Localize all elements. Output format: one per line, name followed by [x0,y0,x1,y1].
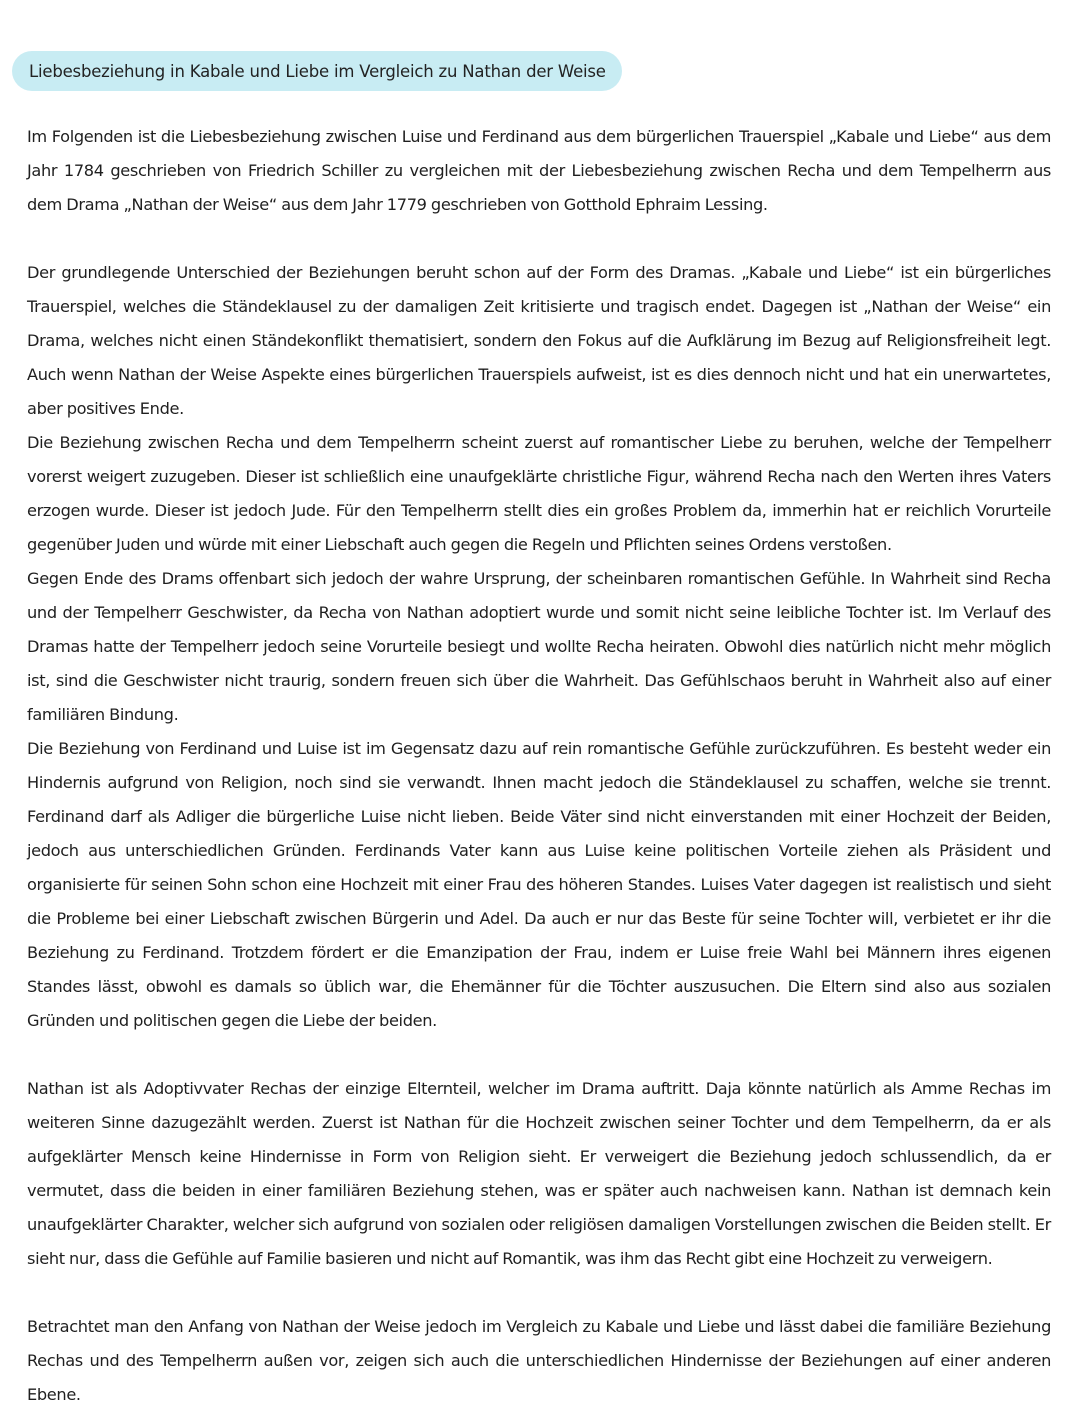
document-body [27,120,1051,1412]
paragraph-form: Der grundlegende Unterschied der Beziehungen beruht schon auf der Form des Dramas. „Kabale und Liebe“ ist ein bürgerliches Trauerspiel, welches die Ständeklausel zu der damaligen Zeit kritisierte und tragisch endet. Dagegen ist „Nathan der Weise“ ein Drama, welches nicht einen Ständekonflikt thematisiert, sondern den Fokus auf die Aufklärung im Bezug auf Religionsfreiheit legt. Auch wenn Nathan der Weise Aspekte eines bürgerlichen Trauerspiels aufweist, ist es dies dennoch nicht und hat ein unerwartetes, aber positives Ende. [27,263,1051,418]
paragraph-recha-tempelherr: Die Beziehung zwischen Recha und dem Tempelherrn scheint zuerst auf romantischer Liebe zu beruhen, welche der Tempelherr vorerst weigert zuzugeben. Dieser ist schließlich eine unaufgeklärte christliche Figur, während Recha nach den Werten ihres Vaters erzogen wurde. Dieser ist jedoch Jude. Für den Tempelherrn stellt dies ein großes Problem da, immerhin hat er reichlich Vorurteile gegenüber Juden und würde mit einer Liebschaft auch gegen die Regeln und Pflichten seines Ordens verstoßen. [27,433,1051,554]
paragraph-spacer [27,1276,1051,1310]
paragraph-siblings: Gegen Ende des Drams offenbart sich jedoch der wahre Ursprung, der scheinbaren romantischen Gefühle. In Wahrheit sind Recha und der Tempelherr Geschwister, da Recha von Nathan adoptiert wurde und somit nicht seine leibliche Tochter ist. Im Verlauf des Dramas hatte der Tempelherr jedoch seine Vorurteile besiegt und wollte Recha heiraten. Obwohl dies natürlich nicht mehr möglich ist, sind die Geschwister nicht traurig, sondern freuen sich über die Wahrheit. Das Gefühlschaos beruht in Wahrheit also auf einer familiären Bindung. [27,569,1051,724]
title-highlight [12,51,622,91]
paragraph-ferdinand-luise: Die Beziehung von Ferdinand und Luise ist im Gegensatz dazu auf rein romantische Gefühle zurückzuführen. Es besteht weder ein Hindernis aufgrund von Religion, noch sind sie verwandt. Ihnen macht jedoch die Ständeklausel zu schaffen, welche sie trennt. Ferdinand darf als Adliger die bürgerliche Luise nicht lieben. Beide Väter sind nicht einverstanden mit einer Hochzeit der Beiden, jedoch aus unterschiedlichen Gründen. Ferdinands Vater kann aus Luise keine politischen Vorteile ziehen als Präsident und organisierte für seinen Sohn schon eine Hochzeit mit einer Frau des höheren Standes. Luises Vater dagegen ist realistisch und sieht die Probleme bei einer Liebschaft zwischen Bürgerin und Adel. Da auch er nur das Beste für seine Tochter will, verbietet er ihr die Beziehung zu Ferdinand. Trotzdem fördert er die Emanzipation der Frau, indem er Luise freie Wahl bei Männern ihres eigenen Standes lässt, obwohl es damals so üblich war, die Ehemänner für die Töchter auszusuchen. Die Eltern sind also aus sozialen Gründen und politischen gegen die Liebe der beiden. [27,739,1051,1030]
document-title: Liebesbeziehung in Kabale und Liebe im Vergleich zu Nathan der Weise [29,61,606,81]
paragraph-spacer [27,1038,1051,1072]
paragraph-spacer [27,222,1051,256]
paragraph-conclusion: Betrachtet man den Anfang von Nathan der Weise jedoch im Vergleich zu Kabale und Liebe und lässt dabei die familiäre Beziehung Rechas und des Tempelherrn außen vor, zeigen sich auch die unterschiedlichen Hindernisse der Beziehungen auf einer anderen Ebene. [27,1317,1051,1404]
paragraph-intro: Im Folgenden ist die Liebesbeziehung zwischen Luise und Ferdinand aus dem bürgerlichen Trauerspiel „Kabale und Liebe“ aus dem Jahr 1784 geschrieben von Friedrich Schiller zu vergleichen mit der Liebesbeziehung zwischen Recha und dem Tempelherrn aus dem Drama „Nathan der Weise“ aus dem Jahr 1779 geschrieben von Gotthold Ephraim Lessing. [27,127,1051,214]
paragraph-nathan: Nathan ist als Adoptivvater Rechas der einzige Elternteil, welcher im Drama auftritt. Daja könnte natürlich als Amme Rechas im weiteren Sinne dazugezählt werden. Zuerst ist Nathan für die Hochzeit zwischen seiner Tochter und dem Tempelherrn, da er als aufgeklärter Mensch keine Hindernisse in Form von Religion sieht. Er verweigert die Beziehung jedoch schlussendlich, da er vermutet, dass die beiden in einer familiären Beziehung stehen, was er später auch nachweisen kann. Nathan ist demnach kein unaufgeklärter Charakter, welcher sich aufgrund von sozialen oder religiösen damaligen Vorstellungen zwischen die Beiden stellt. Er sieht nur, dass die Gefühle auf Familie basieren und nicht auf Romantik, was ihm das Recht gibt eine Hochzeit zu verweigern. [27,1079,1051,1268]
